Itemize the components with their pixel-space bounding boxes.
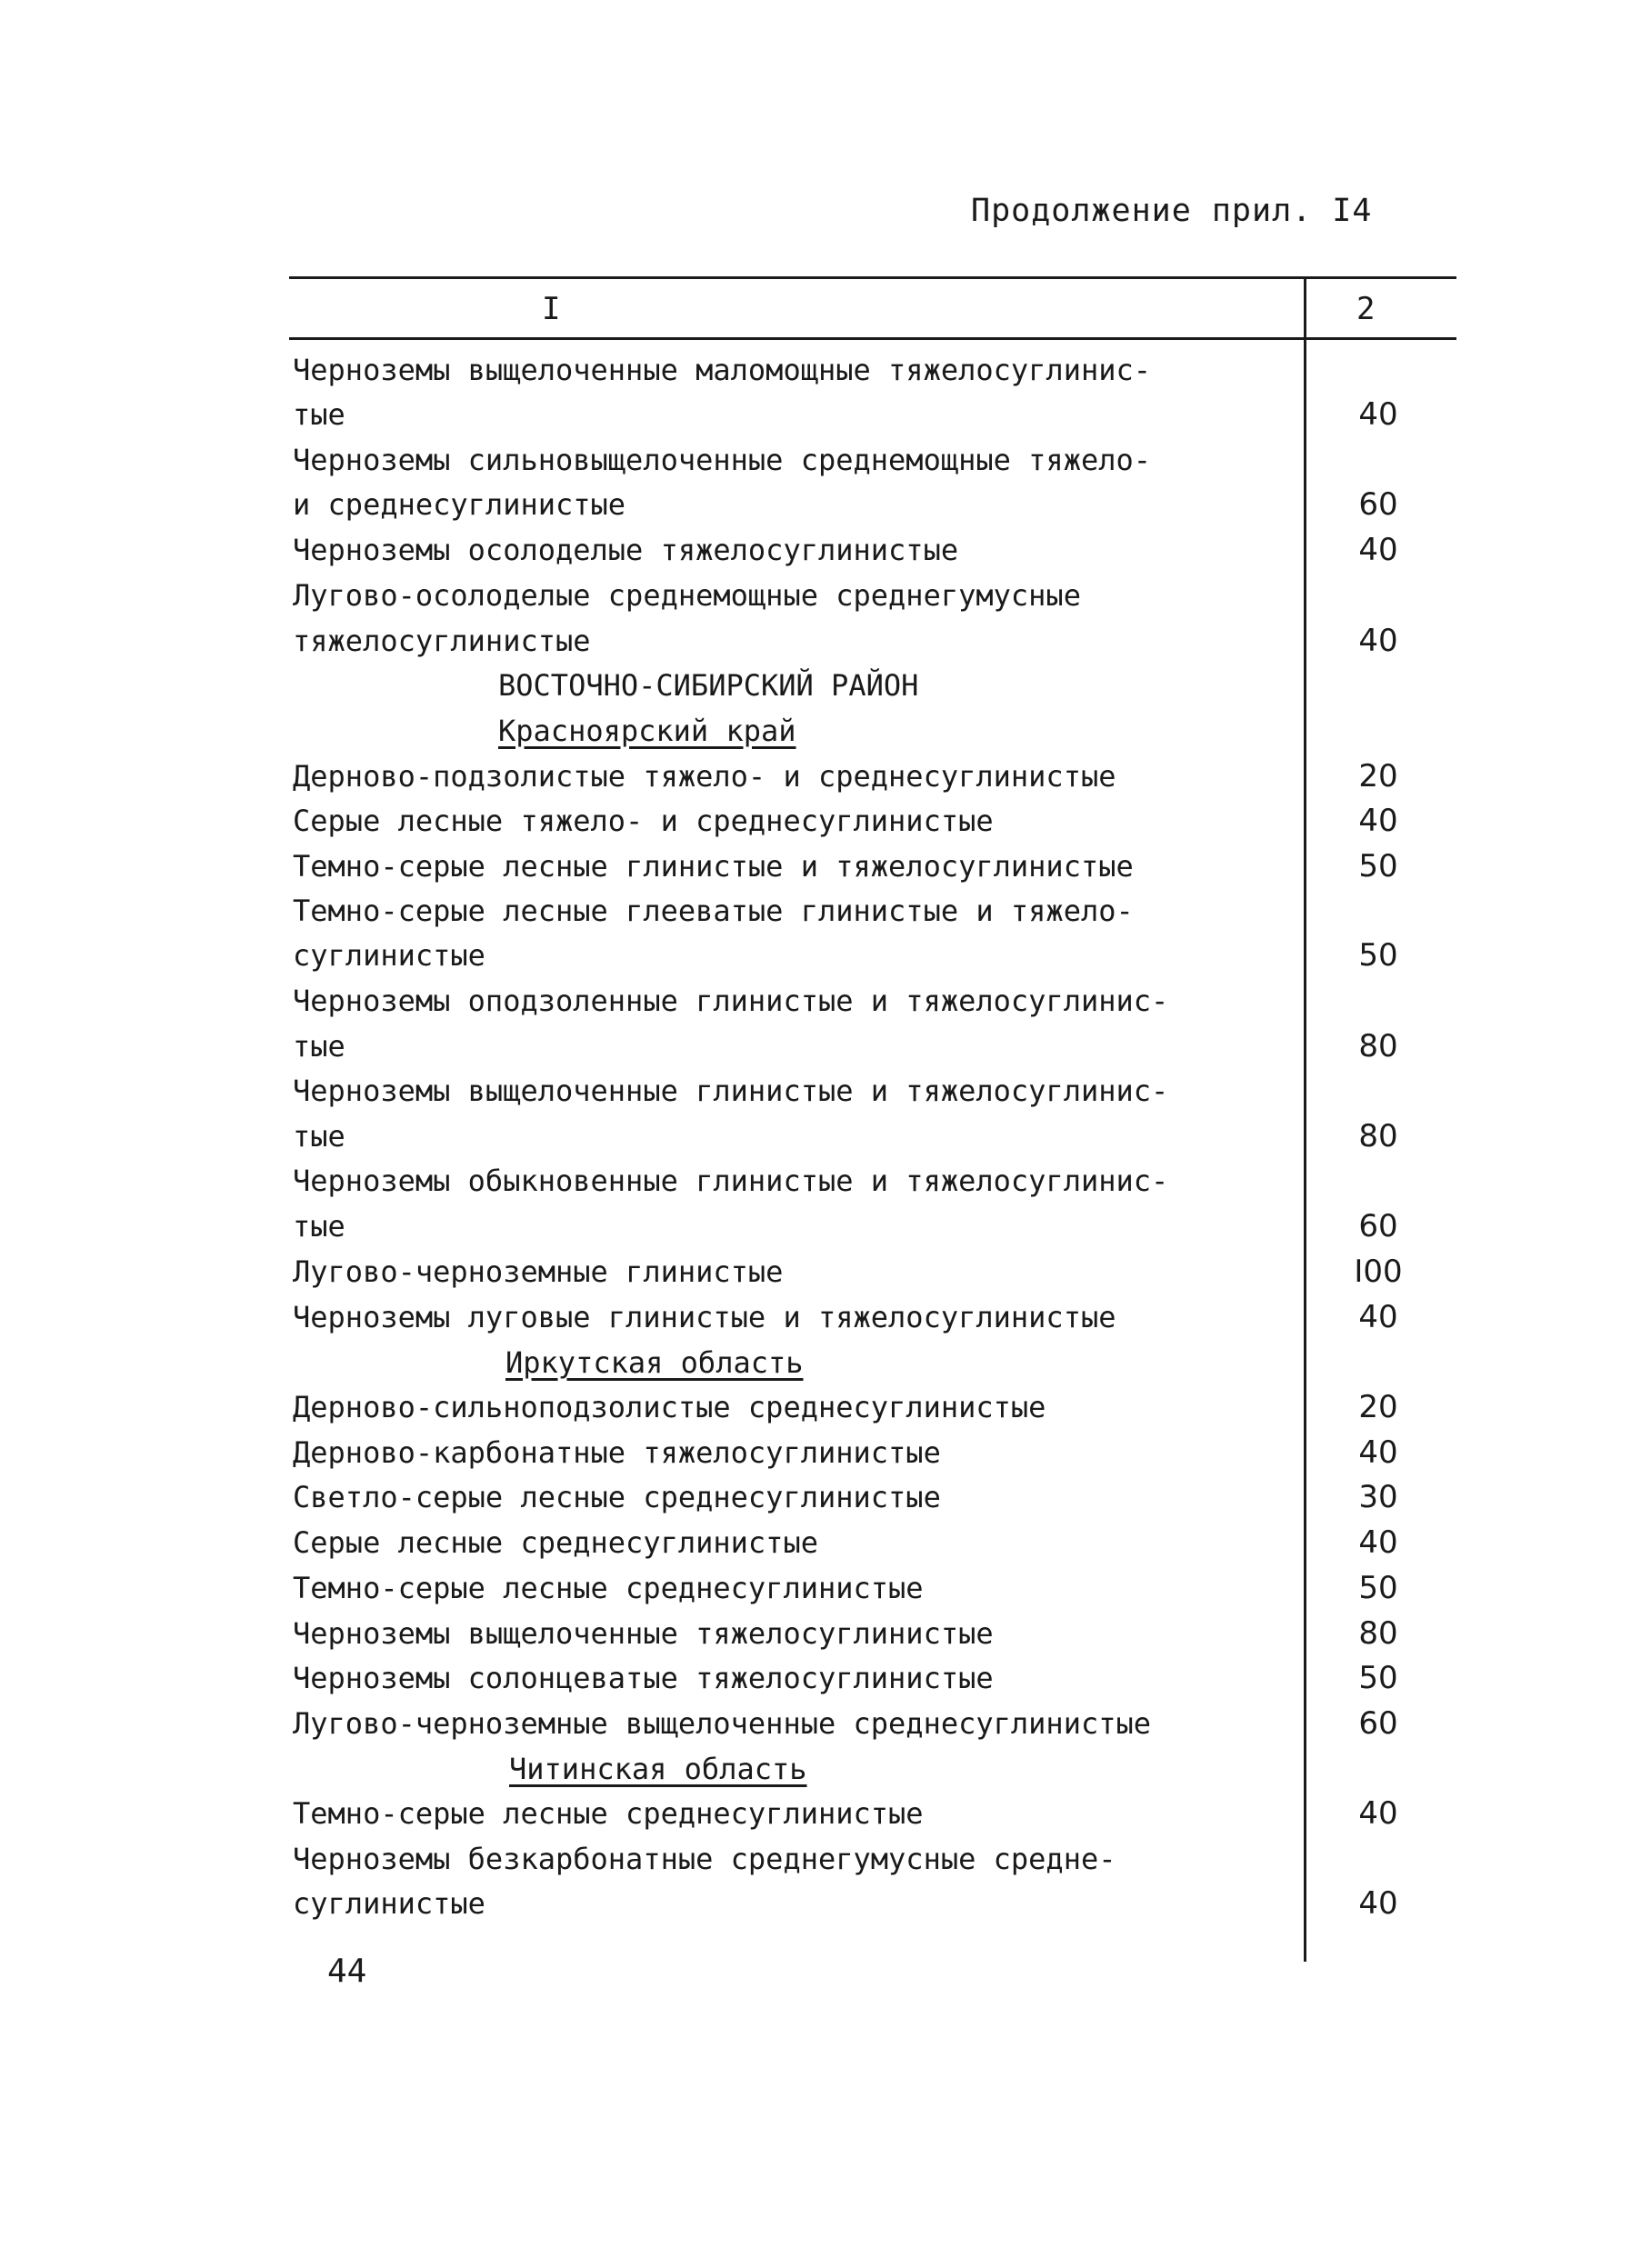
table-row	[0, 754, 1631, 799]
table-row	[0, 527, 1631, 573]
table-row	[0, 618, 1631, 664]
row-value: 20	[1358, 758, 1398, 794]
table-row	[0, 798, 1631, 844]
soil-description: Лугово-черноземные выщелоченные среднесуглинистые	[293, 1706, 1152, 1741]
soil-description: тые	[293, 397, 345, 432]
table-row	[0, 1791, 1631, 1836]
region-heading: Читинская область	[509, 1752, 807, 1786]
table-row	[0, 978, 1631, 1024]
row-value: I00	[1354, 1254, 1403, 1290]
soil-description: Черноземы выщелоченные тяжелосуглинистые	[293, 1616, 994, 1651]
row-value: 40	[1358, 1795, 1398, 1832]
table-row	[0, 1655, 1631, 1701]
row-value: 50	[1358, 1570, 1398, 1606]
row-value: 60	[1358, 1208, 1398, 1244]
table-row	[0, 1249, 1631, 1294]
soil-description: и среднесуглинистые	[293, 487, 626, 522]
section-heading-row	[0, 708, 1631, 754]
section-heading-row	[0, 1340, 1631, 1385]
row-value: 80	[1358, 1615, 1398, 1652]
table-row	[0, 437, 1631, 483]
table-row	[0, 844, 1631, 889]
row-value: 40	[1358, 1434, 1398, 1471]
row-value: 20	[1358, 1389, 1398, 1425]
table-row	[0, 1204, 1631, 1249]
table-row	[0, 1158, 1631, 1204]
table-top-rule	[289, 276, 1456, 279]
soil-description: Дерново-подзолистые тяжело- и среднесуглинистые	[293, 759, 1116, 794]
soil-description: Темно-серые лесные среднесуглинистые	[293, 1796, 924, 1831]
soil-description: тые	[293, 1209, 345, 1244]
soil-description: Черноземы осолоделые тяжелосуглинистые	[293, 533, 959, 567]
table-row	[0, 573, 1631, 618]
table-row	[0, 888, 1631, 934]
soil-description: Черноземы солонцеватые тяжелосуглинистые	[293, 1661, 994, 1695]
soil-description: Серые лесные тяжело- и среднесуглинистые	[293, 804, 994, 838]
soil-description: Черноземы сильновыщелоченные среднемощные тяжело-	[293, 443, 1152, 477]
page-number: 44	[327, 1953, 367, 1990]
row-value: 40	[1358, 1299, 1398, 1335]
row-value: 60	[1358, 486, 1398, 523]
table-header-rule	[289, 337, 1456, 340]
soil-description: Лугово-осолоделые среднемощные среднегумусные	[293, 578, 1081, 613]
soil-description: суглинистые	[293, 1886, 485, 1921]
soil-description: тые	[293, 1029, 345, 1064]
section-heading-row	[0, 663, 1631, 708]
row-value: 40	[1358, 803, 1398, 839]
soil-description: суглинистые	[293, 938, 485, 973]
table-row	[0, 1384, 1631, 1430]
table-row	[0, 1701, 1631, 1746]
table-row	[0, 482, 1631, 527]
soil-description: Темно-серые лесные глинистые и тяжелосуглинистые	[293, 849, 1134, 884]
table-row	[0, 1836, 1631, 1882]
table-row	[0, 1881, 1631, 1926]
soil-description: Черноземы оподзоленные глинистые и тяжелосуглинис-	[293, 984, 1169, 1018]
table-row	[0, 1068, 1631, 1114]
table-row	[0, 1474, 1631, 1520]
row-value: 40	[1358, 623, 1398, 659]
soil-description: Лугово-черноземные глинистые	[293, 1254, 784, 1289]
table-row	[0, 1024, 1631, 1069]
row-value: 40	[1358, 532, 1398, 568]
soil-description: Черноземы выщелоченные маломощные тяжелосуглинис-	[293, 353, 1152, 387]
table-row	[0, 1520, 1631, 1565]
soil-description: Черноземы безкарбонатные среднегумусные средне-	[293, 1842, 1116, 1876]
soil-description: Дерново-сильноподзолистые среднесуглинистые	[293, 1390, 1046, 1424]
soil-description: Черноземы обыкновенные глинистые и тяжелосуглинис-	[293, 1164, 1169, 1198]
soil-description: Дерново-карбонатные тяжелосуглинистые	[293, 1435, 941, 1470]
soil-description: Черноземы выщелоченные глинистые и тяжелосуглинис-	[293, 1074, 1169, 1108]
row-value: 80	[1358, 1118, 1398, 1154]
row-value: 40	[1358, 1885, 1398, 1922]
table-row	[0, 933, 1631, 978]
row-value: 40	[1358, 396, 1398, 433]
soil-description: Светло-серые лесные среднесуглинистые	[293, 1480, 941, 1514]
row-value: 60	[1358, 1705, 1398, 1742]
region-heading: Красноярский край	[498, 714, 796, 748]
soil-description: тые	[293, 1119, 345, 1154]
row-value: 40	[1358, 1524, 1398, 1561]
soil-description: Серые лесные среднесуглинистые	[293, 1525, 818, 1560]
table-row	[0, 1114, 1631, 1159]
row-value: 80	[1358, 1028, 1398, 1064]
table-row	[0, 1611, 1631, 1656]
row-value: 30	[1358, 1479, 1398, 1515]
region-heading: Иркутская область	[505, 1345, 804, 1380]
soil-description: тяжелосуглинистые	[293, 624, 591, 658]
row-value: 50	[1358, 848, 1398, 884]
table-row	[0, 1294, 1631, 1340]
district-heading: ВОСТОЧНО-СИБИРСКИЙ РАЙОН	[498, 668, 919, 703]
soil-description: Черноземы луговые глинистые и тяжелосуглинистые	[293, 1300, 1116, 1334]
column-1-header: I	[542, 291, 561, 327]
row-value: 50	[1358, 937, 1398, 974]
soil-description: Темно-серые лесные глееватые глинистые и тяжело-	[293, 894, 1134, 928]
table-row	[0, 1565, 1631, 1611]
column-2-header: 2	[1356, 291, 1376, 327]
table-row	[0, 1430, 1631, 1475]
section-heading-row	[0, 1746, 1631, 1792]
row-value: 50	[1358, 1660, 1398, 1696]
table-row	[0, 347, 1631, 393]
soil-description: Темно-серые лесные среднесуглинистые	[293, 1571, 924, 1605]
continuation-label: Продолжение прил. I4	[971, 193, 1373, 229]
table-row	[0, 392, 1631, 437]
